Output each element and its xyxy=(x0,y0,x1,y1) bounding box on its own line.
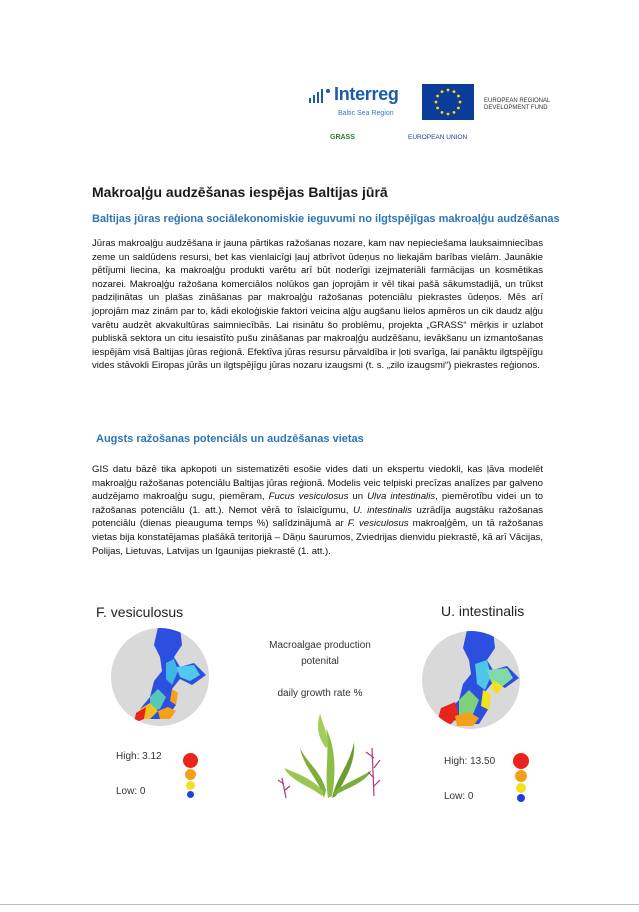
legend-dot-blue xyxy=(517,794,525,802)
legend-dot-yellow xyxy=(516,783,526,793)
page-bottom-divider xyxy=(0,904,639,905)
species-name: F. vesiculosus xyxy=(347,518,409,530)
project-name: GRASS xyxy=(330,134,355,141)
logo-block xyxy=(308,84,551,146)
interreg-logo-icon xyxy=(308,86,336,104)
seaweed-illustration-icon xyxy=(274,708,384,800)
figure-subtitle: daily growth rate % xyxy=(277,688,363,699)
legend-dot-red xyxy=(183,753,198,768)
species-name: U. intestinalis xyxy=(353,504,412,516)
figure-title-line2: potenital xyxy=(301,656,339,667)
species-name: Fucus vesiculosus xyxy=(268,491,349,503)
section-heading: Augsts ražošanas potenciāls un audzēšanas vietas xyxy=(96,433,364,445)
fund-name: EUROPEAN REGIONAL DEVELOPMENT FUND xyxy=(484,98,551,111)
ulva-production-map xyxy=(421,630,521,730)
document-subtitle: Baltijas jūras reģiona sociālekonomiskie ieguvumi no ilgtspējīgas makroaļģu audzēšanas xyxy=(92,213,560,225)
left-legend-high: High: 3.12 xyxy=(116,751,162,762)
program-name: Baltic Sea Region xyxy=(338,110,394,117)
fucus-production-map xyxy=(110,627,210,727)
eu-flag-icon xyxy=(422,84,474,120)
intro-paragraph: Jūras makroaļģu audzēšana ir jauna pārtikas ražošanas nozare, kam nav nepieciešama lauksaimniecības zeme un saldūdens resursi, bet kas vienlaicīgi ļauj atbrīvot ūdeņus no liekajām barības vielām. Jaunākie pētījumi liecina, ka makroaļģu produkti varētu arī būt noderīgi izejmateriāli farmācijas un kosmētikas nozarei. Makroaļģu ražošana komerciālos nolūkos gan joprojām ir vēl tikai pašā sākumstadijā, un trūkst padziļinātas un plašas zināšanas par makroaļģu ražošanas potenciālu piekrastes ūdeņos. Mēs arī joprojām maz zinām par to, kādi ekoloģiskie faktori veicina aļģu augšanu lielos apmēros un cik daudz aļģu varētu audzēt akvakultūras saimniecībās. Lai risinātu šo problēmu, projekta „GRASS“ mērķis ir uzlabot publiskā sektora un citu iesaistīto pušu zināšanas par makroaļģu audzēšanu, ievākšanu un izmantošanas iespējām visā Baltijas jūras reģionā. Efektīva jūras resursu pārvaldība ir ļoti svarīga, lai panāktu ilgtspējīgu vides stāvokli Eiropas jūrās un ilgtspējīgu jūras nozaru izaugsmi (t. s. „zilo izaugsmi“) piekrastes reģionos. xyxy=(92,238,543,372)
species-name: Ulva intestinalis xyxy=(367,491,436,503)
legend-dot-blue xyxy=(187,791,194,798)
text-run: un xyxy=(348,491,368,503)
left-map-title: F. vesiculosus xyxy=(96,604,184,620)
left-legend-low: Low: 0 xyxy=(116,786,146,797)
right-legend-low: Low: 0 xyxy=(444,791,474,802)
legend-dot-orange xyxy=(185,769,196,780)
right-map-title: U. intestinalis xyxy=(441,603,525,619)
text-run: , piemērotību videi un to ražošanas potenciālu (1. att.). Nemot vērā to īslaicīgumu, xyxy=(92,491,543,516)
text-run: uzrādīja augstāku ražošanas potenciālu (dienas pieauguma temps %) salīdzinājumā ar xyxy=(92,504,543,530)
text-run: GIS datu bāzē tika apkopoti un sistematizēti esošie vides dati un ekspertu viedokli, kas ļāva modelēt makroaļģu ražošanas potenciālu Baltijas jūras reģionā. Modelis veic telpiski precīzas analīzes par galveno audzējamo makroaļģu sugu, piemēram, xyxy=(92,464,543,503)
findings-paragraph xyxy=(92,463,543,558)
right-legend-high: High: 13.50 xyxy=(444,756,496,767)
legend-dot-red xyxy=(513,753,529,769)
legend-dot-orange xyxy=(515,770,527,782)
figure-title-line1: Macroalgae production xyxy=(269,640,371,651)
document-title: Makroaļģu audzēšanas iespējas Baltijas jūrā xyxy=(92,184,388,200)
interreg-logo-text: Interreg xyxy=(334,84,399,104)
legend-dot-yellow xyxy=(186,781,195,790)
text-run: makroaļģēm, un tā ražošanas vietas bija konstatējamas plašākā teritorijā – Dāņu šaurumos, Zviedrijas dienvidu piekrastē, kā arī Vācijas, Polijas, Lietuvas, Latvijas un Igaunijas piekrastē (1. att.). xyxy=(92,518,543,557)
eu-label: EUROPEAN UNION xyxy=(408,134,468,141)
